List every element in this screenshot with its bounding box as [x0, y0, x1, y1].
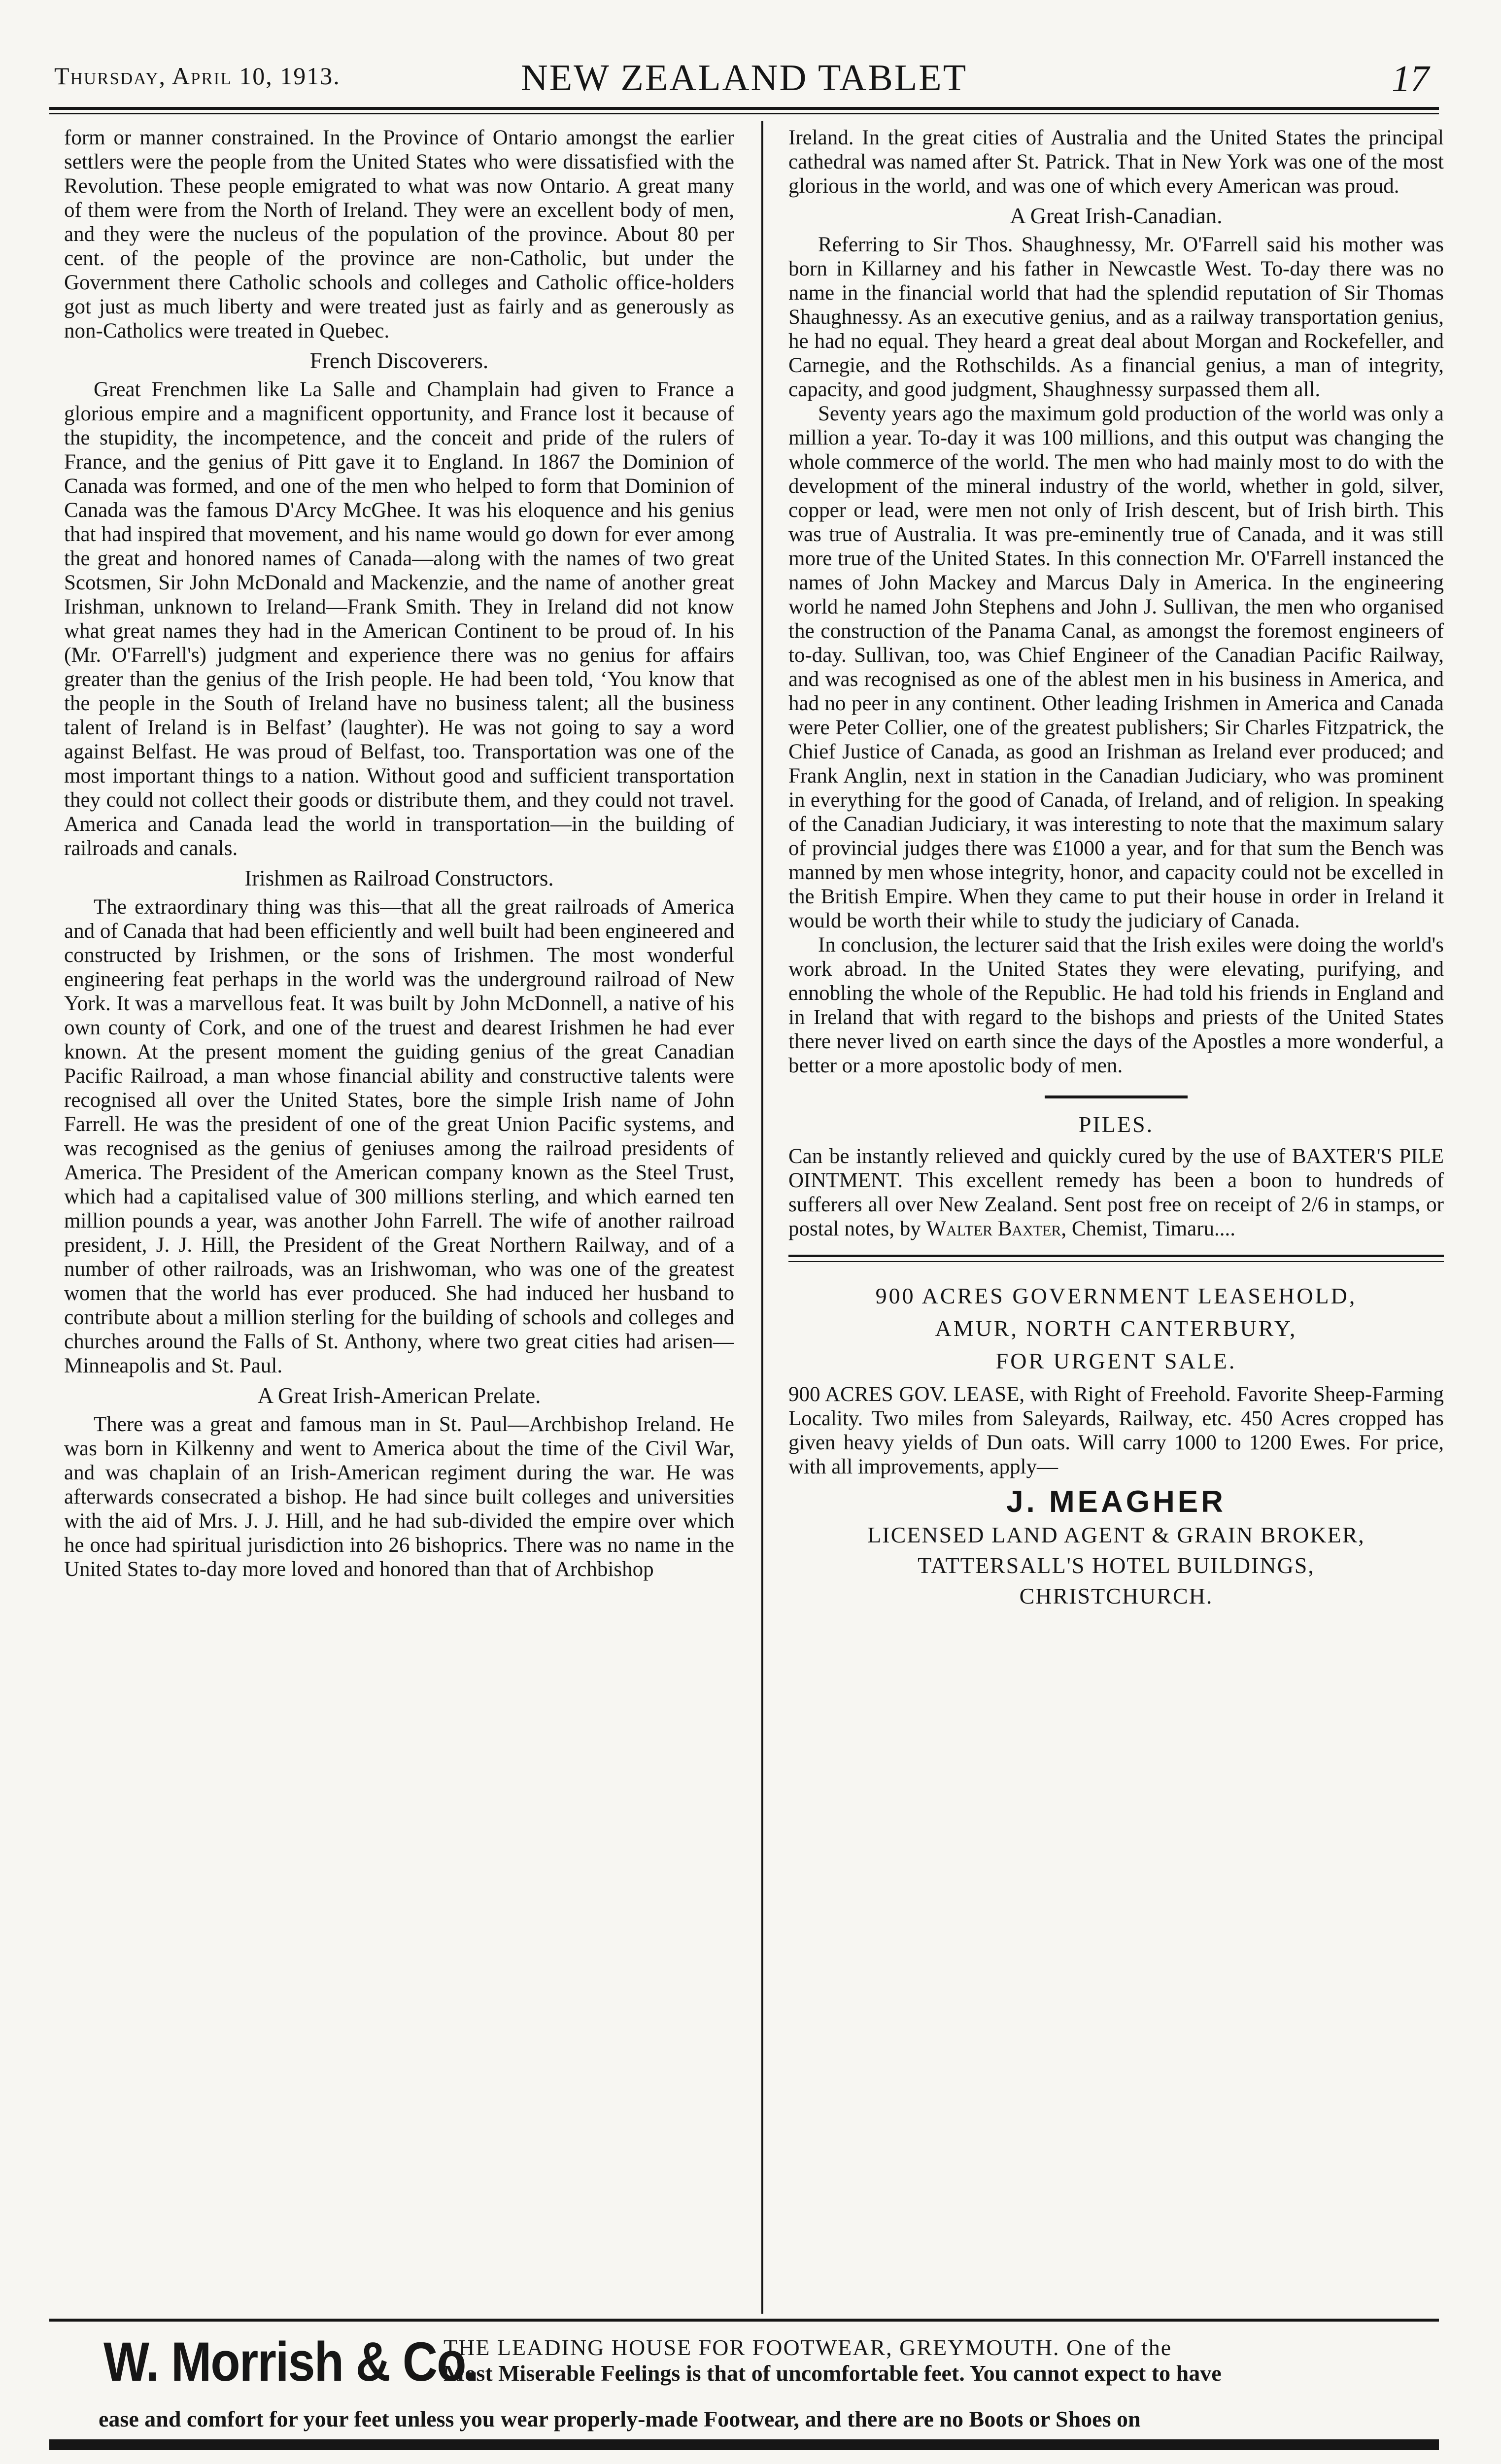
- article-paragraph: Great Frenchmen like La Salle and Champlain had given to France a glorious empire and a magnificent opportunity, and France lost it because of the stupidity, the incompetence, and the conceit and pride of the rulers of France, and the genius of Pitt gave it to England. In 1867 the Dominion of Canada was formed, and one of the men who helped to form that Dominion of Canada was the famous D'Arcy McGhee. It was his eloquence and his genius that had inspired that movement, and his name would go down for ever among the great and honored names of Canada—along with the names of two great Scotsmen, Sir John McDonald and Mackenzie, and the name of another great Irishman, unknown to Ireland—Frank Smith. They in Ireland did not know what great names they had in the American Continent to be proud of. In his (Mr. O'Farrell's) judgment and experience there was no genius for affairs greater than the genius of the Irish people. He had been told, ‘You know that the people in the South of Ireland have no business talent; all the business talent of Ireland is in Belfast’ (laughter). He was not going to say a word against Belfast. He was proud of Belfast, too. Transportation was one of the most important things to a nation. Without good and sufficient transportation they could not collect their goods or distribute them, and they could not travel. America and Canada lead the world in transportation—in the building of railroads and canals.: [64, 378, 734, 860]
- footer-rule: [49, 2319, 1439, 2322]
- article-paragraph: Seventy years ago the maximum gold production of the world was only a million a year. To-day it was 100 millions, and this output was changing the whole commerce of the world. The men who had mainly most to do with the development of the mineral industry of the world, whether in gold, silver, copper or lead, were men not only of Irish descent, but of Irish birth. This was true of Australia. It was pre-eminently true of Canada, and it was still more true of the United States. In this connection Mr. O'Farrell instanced the names of John Mackey and Marcus Daly in America. In the engineering world he named John Stephens and John J. Sullivan, the men who organised the construction of the Panama Canal, as amongst the foremost engineers of to-day. Sullivan, too, was Chief Engineer of the Canadian Pacific Railway, and was recognised as one of the ablest men in his business in America, and had no peer in any continent. Other leading Irishmen in America and Canada were Peter Collier, one of the greatest publishers; Sir Charles Fitzpatrick, the Chief Justice of Canada, as good an Irishman as Ireland ever produced; and Frank Anglin, next in station in the Canadian Judiciary, who was prominent in everything for the good of Canada, of Ireland, and of religion. In speaking of the Canadian Judiciary, it was interesting to note that the maximum salary of provincial judges there was £1000 a year, and for that sum the Bench was manned by men whose integrity, honor, and capacity could not be excelled in the British Empire. When they came to put their house in order in Ireland it would be worth their while to study the judiciary of Canada.: [788, 402, 1444, 932]
- land-ad-headline: [788, 1280, 1444, 1377]
- section-heading-irish-american-prelate: A Great Irish-American Prelate.: [257, 1383, 541, 1408]
- right-column: [788, 126, 1444, 2309]
- land-ad-body: 900 ACRES GOV. LEASE, with Right of Freehold. Favorite Sheep-Farming Locality. Two miles from Saleyards, Railway, etc. 450 Acres cropped has given heavy yields of Dun oats. Will carry 1000 to 1200 Ewes. For price, with all improvements, apply—: [788, 1383, 1444, 1478]
- article-paragraph: form or manner constrained. In the Province of Ontario amongst the earlier settlers were the people from the United States who were dissatisfied with the Revolution. These people emigrated to what was now Ontario. A great many of them were from the North of Ireland. They were an excellent body of men, and they were the nucleus of the population of the province. About 80 per cent. of the people of the province are non-Catholic, but under the Government there Catholic schools and colleges and Catholic office-holders got just as much liberty and were treated just as fairly and as generously as non-Catholics were treated in Quebec.: [64, 126, 734, 342]
- header-rule: [49, 107, 1439, 110]
- agent-name: J. MEAGHER: [1006, 1485, 1226, 1519]
- footer-advertisement: [49, 2326, 1439, 2464]
- piles-ad-signer: Walter Baxter,: [926, 1217, 1067, 1240]
- article-paragraph: Referring to Sir Thos. Shaughnessy, Mr. O'Farrell said his mother was born in Killarney and his father in Newcastle West. To-day there was no name in the financial world that had the splendid reputation of Sir Thomas Shaughnessy. As an executive genius, and as a railway transportation genius, he had no equal. They heard a great deal about Morgan and Rockefeller, and Carnegie, and the Rothschilds. As a financial genius, a man of integrity, capacity, and good judgment, Shaughnessy surpassed them all.: [788, 233, 1444, 401]
- column-divider: [761, 121, 763, 2314]
- footer-brand: W. Morrish & Co.: [103, 2331, 478, 2393]
- piles-advertisement: [788, 1112, 1444, 1241]
- footer-ad-line3: ease and comfort for your feet unless you wear properly-made Footwear, and there are no Boots or Shoes on: [99, 2406, 1141, 2431]
- issue-date: Thursday, April 10, 1913.: [54, 62, 341, 90]
- article-paragraph: The extraordinary thing was this—that all the great railroads of America and of Canada that had been efficiently and well built had been engineered and constructed by Irishmen, or the sons of Irishmen. The most wonderful engineering feat perhaps in the world was the underground railroad of New York. It was a marvellous feat. It was built by John McDonnell, a native of his own county of Cork, and one of the truest and dearest Irishmen he had ever known. At the present moment the guiding genius of the great Canadian Pacific Railroad, a man whose financial ability and constructive talents were recognised all over the United States, bore the simple Irish name of John Farrell. He was the president of one of the great Union Pacific systems, and was recognised as the genius of geniuses among the railroad presidents of America. The President of the American company known as the Steel Trust, which had a capitalised value of 300 millions sterling, and which earned ten million pounds a year, was another John Farrell. The wife of another railroad president, J. J. Hill, the President of the Great Northern Railway, and of a number of other railroads, was an Irishwoman, who was one of the greatest women that the world has ever produced. She had induced her husband to contribute about a million sterling for the building of schools and colleges and churches around the Falls of St. Anthony, where two great cities had arisen—Minneapolis and St. Paul.: [64, 895, 734, 1377]
- article-paragraph: There was a great and famous man in St. Paul—Archbishop Ireland. He was born in Kilkenny and went to America about the time of the Civil War, and was chaplain of an Irish-American regiment during the war. He was afterwards consecrated a bishop. He had since built colleges and universities with the aid of Mrs. J. J. Hill, and he had sub-divided the empire over which he once had spiritual jurisdiction into 26 bishoprics. There was no name in the United States to-day more loved and honored than that of Archbishop: [64, 1413, 734, 1581]
- publication-title: NEW ZEALAND TABLET: [520, 57, 968, 99]
- ad-border-rule: [788, 1255, 1444, 1257]
- article-paragraph: In conclusion, the lecturer said that the Irish exiles were doing the world's work abroad. In the United States they were elevating, purifying, and ennobling the whole of the Republic. He had told his friends in England and in Ireland that with regard to the bishops and priests of the United States there never lived on earth since the days of the Apostles a more wonderful, a better or a more apostolic body of men.: [788, 933, 1444, 1077]
- land-ad-line2: AMUR, NORTH CANTERBURY,: [935, 1316, 1297, 1341]
- land-sale-advertisement: [788, 1280, 1444, 1611]
- separator-rule: [1045, 1095, 1188, 1098]
- footer-ad-text: [443, 2335, 1429, 2386]
- land-ad-line1: 900 ACRES GOVERNMENT LEASEHOLD,: [875, 1283, 1357, 1308]
- footer-ad-line1: THE LEADING HOUSE FOR FOOTWEAR, GREYMOUTH. One of the: [443, 2335, 1172, 2360]
- piles-ad-title: PILES.: [1078, 1112, 1154, 1137]
- agent-title: LICENSED LAND AGENT & GRAIN BROKER,: [867, 1522, 1365, 1547]
- page-number: 17: [1392, 58, 1429, 100]
- section-heading-railroad-constructors: Irishmen as Railroad Constructors.: [244, 866, 554, 890]
- page-header: [49, 52, 1439, 111]
- ad-border-rule-thin: [788, 1261, 1444, 1262]
- section-heading-french-discoverers: French Discoverers.: [309, 348, 489, 373]
- header-rule-thin: [49, 113, 1439, 114]
- piles-ad-text: Can be instantly relieved and quickly cured by the use of BAXTER'S PILE OINTMENT. This excellent remedy has been a boon to hundreds of sufferers all over New Zealand. Sent post free on receipt of 2/6 in stamps, or postal notes, by: [788, 1145, 1444, 1240]
- land-ad-line3: FOR URGENT SALE.: [995, 1348, 1237, 1373]
- piles-ad-body: [788, 1144, 1444, 1241]
- footer-ad-line2: Most Miserable Feelings is that of uncomfortable feet. You cannot expect to have: [443, 2361, 1222, 2386]
- agent-city: CHRISTCHURCH.: [1019, 1583, 1213, 1608]
- article-paragraph: Ireland. In the great cities of Australia and the United States the principal cathedral was named after St. Patrick. That in New York was one of the most glorious in the world, and was one of which every American was proud.: [788, 126, 1444, 198]
- footer-bar: [49, 2439, 1439, 2450]
- left-column: [64, 126, 734, 2309]
- piles-ad-place: Chemist, Timaru....: [1071, 1217, 1236, 1240]
- agent-address: TATTERSALL'S HOTEL BUILDINGS,: [918, 1553, 1315, 1578]
- section-heading-irish-canadian: A Great Irish-Canadian.: [1010, 204, 1223, 228]
